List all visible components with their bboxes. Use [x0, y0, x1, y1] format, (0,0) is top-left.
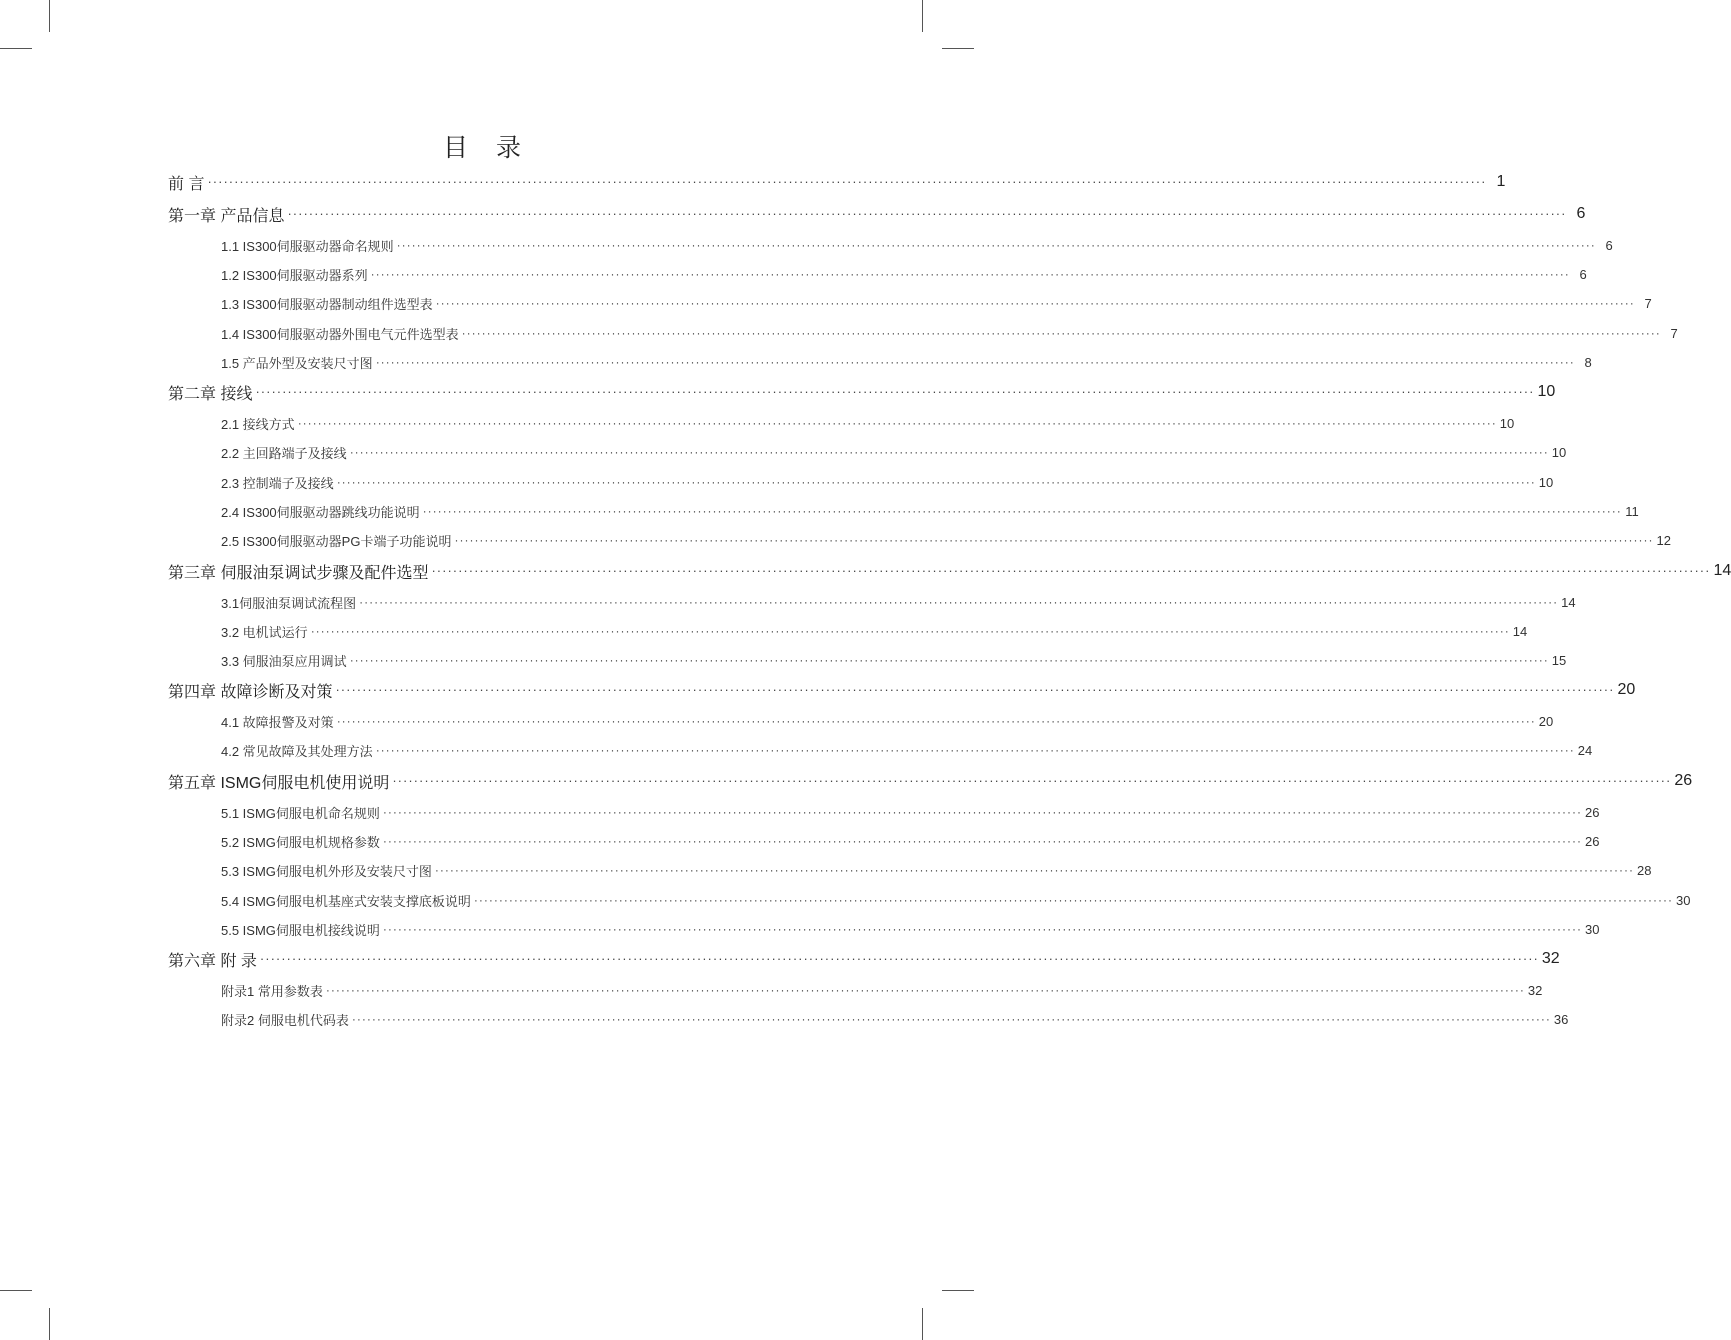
toc-dot-leader: ················································································································································································································································: [382, 805, 1582, 819]
toc-dot-leader: ················································································································································································································································: [382, 922, 1582, 936]
toc-chapter-entry[interactable]: [168, 380, 1556, 404]
toc-entry-label: 1.4 IS300伺服驱动器外围电气元件选型表: [221, 326, 459, 342]
toc-chapter-entry[interactable]: [168, 947, 1560, 971]
toc-dot-leader: ················································································································································································································································: [259, 951, 1539, 966]
toc-section-entry[interactable]: [221, 440, 1567, 464]
toc-page-number: 32: [1527, 982, 1543, 998]
toc-section-entry[interactable]: [221, 411, 1515, 435]
toc-page-number: 6: [1605, 237, 1613, 253]
toc-entry-label: 2.5 IS300伺服驱动器PG卡端子功能说明: [221, 533, 452, 549]
toc-dot-leader: ················································································································································································································································: [473, 893, 1673, 907]
toc-page-number: 24: [1577, 742, 1593, 758]
toc-section-entry[interactable]: [221, 350, 1592, 374]
toc-page-number: 32: [1541, 950, 1560, 967]
toc-dot-leader: ················································································································································································································································: [461, 326, 1661, 340]
toc-entry-label: 第六章 附 录: [168, 952, 257, 970]
toc-page-number: 6: [1576, 205, 1586, 222]
toc-page-number: 14: [1561, 594, 1576, 610]
toc-dot-leader: ················································································································································································································································: [325, 983, 1525, 997]
toc-page-number: 10: [1499, 415, 1515, 431]
toc-entry-label: 附录1 常用参数表: [221, 983, 323, 999]
toc-page-number: 36: [1553, 1011, 1569, 1027]
toc-entry-label: 5.4 ISMG伺服电机基座式安装支撑底板说明: [221, 893, 471, 909]
toc-page-number: 26: [1584, 833, 1600, 849]
toc-dot-leader: ················································································································································································································································: [435, 296, 1635, 310]
toc-dot-leader: ················································································································································································································································: [349, 445, 1549, 459]
toc-entry-label: 2.3 控制端子及接线: [221, 475, 334, 491]
toc-section-entry[interactable]: [221, 470, 1554, 494]
toc-dot-leader: ················································································································································································································································: [207, 174, 1487, 189]
toc-page-number: 28: [1636, 862, 1652, 878]
toc-chapter-entry[interactable]: [168, 202, 1586, 226]
toc-dot-leader: ················································································································································································································································: [351, 1012, 1551, 1026]
toc-dot-leader: ················································································································································································································································: [382, 834, 1582, 848]
toc-chapter-entry[interactable]: [168, 170, 1506, 194]
toc-page-number: 8: [1584, 354, 1592, 370]
toc-entry-label: 附录2 伺服电机代码表: [221, 1012, 349, 1028]
toc-section-entry[interactable]: [221, 619, 1528, 643]
toc-dot-leader: ················································································································································································································································: [454, 533, 1654, 547]
toc-dot-leader: ················································································································································································································································: [310, 624, 1510, 638]
toc-page-number: 26: [1674, 772, 1693, 789]
toc-entry-label: 1.5 产品外型及安装尺寸图: [221, 355, 373, 371]
toc-chapter-entry[interactable]: [168, 559, 1731, 583]
toc-section-entry[interactable]: [221, 858, 1652, 882]
toc-page-number: 14: [1713, 562, 1731, 579]
toc-page-number: 20: [1617, 681, 1636, 698]
toc-entry-label: 5.1 ISMG伺服电机命名规则: [221, 805, 380, 821]
toc-entry-label: 第一章 产品信息: [168, 207, 285, 225]
toc-dot-leader: ················································································································································································································································: [297, 416, 1497, 430]
toc-entry-label: 4.2 常见故障及其处理方法: [221, 743, 373, 759]
toc-dot-leader: ················································································································································································································································: [396, 238, 1596, 252]
toc-section-entry[interactable]: [221, 1007, 1569, 1031]
toc-page-number: 1: [1496, 173, 1506, 190]
toc-entry-label: 5.2 ISMG伺服电机规格参数: [221, 834, 380, 850]
toc-dot-leader: ················································································································································································································································: [359, 595, 1559, 609]
toc-section-entry[interactable]: [221, 648, 1567, 672]
toc-page-number: 10: [1538, 474, 1554, 490]
toc-entry-label: 3.2 电机试运行: [221, 624, 308, 640]
toc-section-entry[interactable]: [221, 917, 1600, 941]
toc-section-entry[interactable]: [221, 233, 1613, 257]
toc-dot-leader: ················································································································································································································································: [336, 475, 1536, 489]
page-title: 目 录: [443, 133, 531, 162]
toc-dot-leader: ················································································································································································································································: [335, 682, 1615, 697]
toc-dot-leader: ················································································································································································································································: [431, 563, 1711, 578]
toc-page-number: 30: [1584, 921, 1600, 937]
toc-page-number: 26: [1584, 804, 1600, 820]
toc-section-entry[interactable]: [221, 829, 1600, 853]
toc-entry-label: 4.1 故障报警及对策: [221, 714, 334, 730]
toc-entry-label: 2.1 接线方式: [221, 416, 295, 432]
toc-section-entry[interactable]: [221, 800, 1600, 824]
toc-dot-leader: ················································································································································································································································: [370, 267, 1570, 281]
toc-page-number: 10: [1551, 444, 1567, 460]
toc-dot-leader: ················································································································································································································································: [255, 384, 1535, 399]
toc-section-entry[interactable]: [221, 321, 1678, 345]
toc-section-entry[interactable]: [221, 291, 1652, 315]
toc-chapter-entry[interactable]: [168, 769, 1693, 793]
toc-dot-leader: ················································································································································································································································: [336, 714, 1536, 728]
toc-section-entry[interactable]: [221, 888, 1691, 912]
toc-page-number: 20: [1538, 713, 1554, 729]
toc-dot-leader: ················································································································································································································································: [375, 355, 1575, 369]
toc-section-entry[interactable]: [221, 528, 1671, 552]
toc-section-entry[interactable]: [221, 499, 1639, 523]
toc-entry-label: 第三章 伺服油泵调试步骤及配件选型: [168, 564, 429, 582]
toc-page-number: 10: [1537, 383, 1556, 400]
toc-entry-label: 2.4 IS300伺服驱动器跳线功能说明: [221, 504, 420, 520]
toc-dot-leader: ················································································································································································································································: [287, 206, 1567, 221]
toc-page-number: 11: [1625, 503, 1639, 519]
toc-entry-label: 2.2 主回路端子及接线: [221, 445, 347, 461]
toc-page-number: 30: [1675, 892, 1691, 908]
toc-page-number: 6: [1579, 266, 1587, 282]
toc-dot-leader: ················································································································································································································································: [392, 773, 1672, 788]
toc-page-number: 15: [1551, 652, 1567, 668]
toc-entry-label: 5.5 ISMG伺服电机接线说明: [221, 922, 380, 938]
toc-dot-leader: ················································································································································································································································: [422, 504, 1622, 518]
toc-section-entry[interactable]: [221, 978, 1543, 1002]
toc-entry-label: 3.1伺服油泵调试流程图: [221, 595, 357, 611]
toc-page-number: 14: [1512, 623, 1528, 639]
toc-page-number: 7: [1644, 295, 1652, 311]
toc-entry-label: 第四章 故障诊断及对策: [168, 683, 333, 701]
toc-section-entry[interactable]: [221, 709, 1554, 733]
toc-page-number: 12: [1656, 532, 1671, 548]
toc-entry-label: 第二章 接线: [168, 385, 253, 403]
toc-dot-leader: ················································································································································································································································: [375, 743, 1575, 757]
toc-entry-label: 5.3 ISMG伺服电机外形及安装尺寸图: [221, 863, 432, 879]
toc-dot-leader: ················································································································································································································································: [349, 653, 1549, 667]
toc-section-entry[interactable]: [221, 262, 1587, 286]
toc-entry-label: 1.2 IS300伺服驱动器系列: [221, 267, 368, 283]
toc-entry-label: 3.3 伺服油泵应用调试: [221, 653, 347, 669]
toc-chapter-entry[interactable]: [168, 678, 1636, 702]
toc-entry-label: 第五章 ISMG伺服电机使用说明: [168, 774, 390, 792]
toc-entry-label: 前 言: [168, 175, 205, 193]
toc-section-entry[interactable]: [221, 738, 1593, 762]
toc-entry-label: 1.1 IS300伺服驱动器命名规则: [221, 238, 394, 254]
toc-dot-leader: ················································································································································································································································: [434, 863, 1634, 877]
toc-section-entry[interactable]: [221, 590, 1576, 614]
toc-entry-label: 1.3 IS300伺服驱动器制动组件选型表: [221, 296, 433, 312]
toc-page-number: 7: [1670, 325, 1678, 341]
